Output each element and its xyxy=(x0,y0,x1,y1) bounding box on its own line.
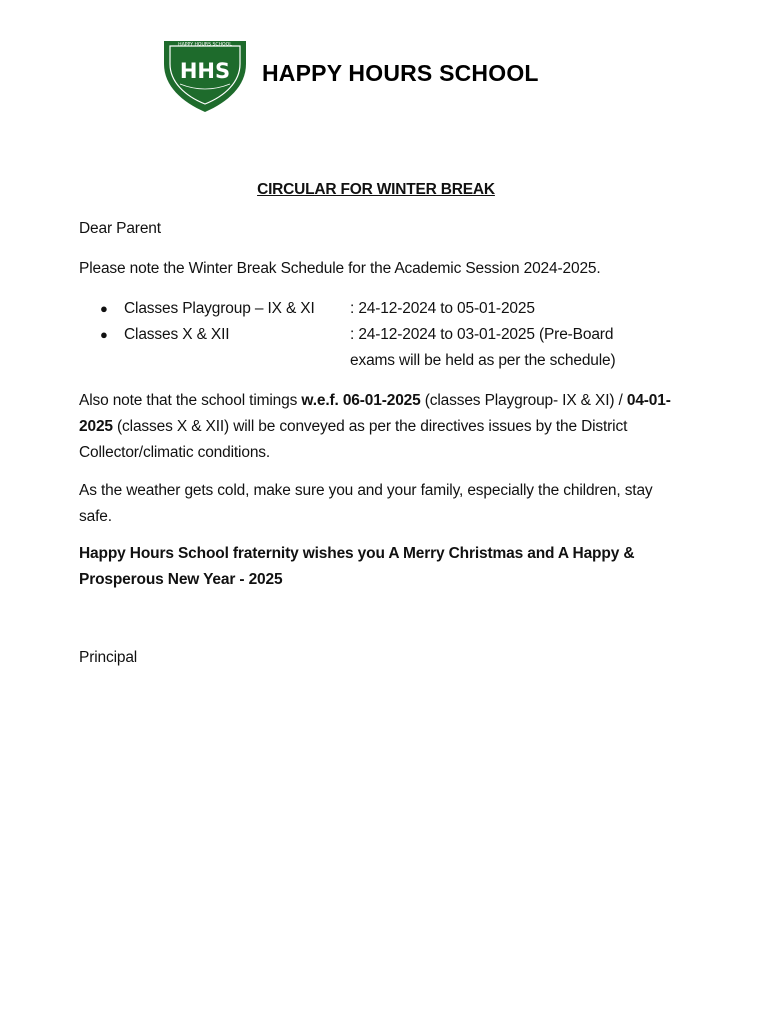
timings-text-1: Also note that the school timings xyxy=(79,392,302,409)
timings-paragraph xyxy=(79,388,689,466)
greeting: Dear Parent xyxy=(79,220,161,237)
bullet-icon: ● xyxy=(100,327,108,342)
intro-text: Please note the Winter Break Schedule for the Academic Session 2024-2025. xyxy=(79,260,601,277)
timings-text-3: (classes X & XII) will be conveyed as per the directives issues by the District Collector/climatic conditions. xyxy=(79,418,628,461)
schedule-item xyxy=(100,296,680,322)
schedule-list xyxy=(100,296,680,374)
timings-date-1: w.e.f. 06-01-2025 xyxy=(301,392,421,409)
wishes-text: Happy Hours School fraternity wishes you A Merry Christmas and A Happy & Prosperous New Year - 2025 xyxy=(79,545,635,588)
school-logo xyxy=(162,40,248,114)
schedule-dates: : 24-12-2024 to 03-01-2025 (Pre-Board exams will be held as per the schedule) xyxy=(350,326,616,369)
circular-title: CIRCULAR FOR WINTER BREAK xyxy=(257,181,495,198)
bullet-icon: ● xyxy=(100,301,108,316)
school-name: HAPPY HOURS SCHOOL xyxy=(262,60,539,86)
schedule-classes: Classes Playgroup – IX & XI xyxy=(124,300,315,317)
signoff: Principal xyxy=(79,649,138,666)
logo-ring-text: HAPPY HOURS SCHOOL xyxy=(178,42,232,48)
timings-date-2: 04-01-2025 xyxy=(79,392,671,435)
timings-text-2: (classes Playgroup- IX & XI) / xyxy=(420,392,627,409)
schedule-dates: : 24-12-2024 to 05-01-2025 xyxy=(350,300,535,317)
logo-initials: HHS xyxy=(179,59,231,83)
school-crest-icon xyxy=(162,40,248,114)
schedule-classes: Classes X & XII xyxy=(124,326,230,343)
weather-note: As the weather gets cold, make sure you and your family, especially the children, stay safe. xyxy=(79,482,653,525)
schedule-item xyxy=(100,322,680,374)
